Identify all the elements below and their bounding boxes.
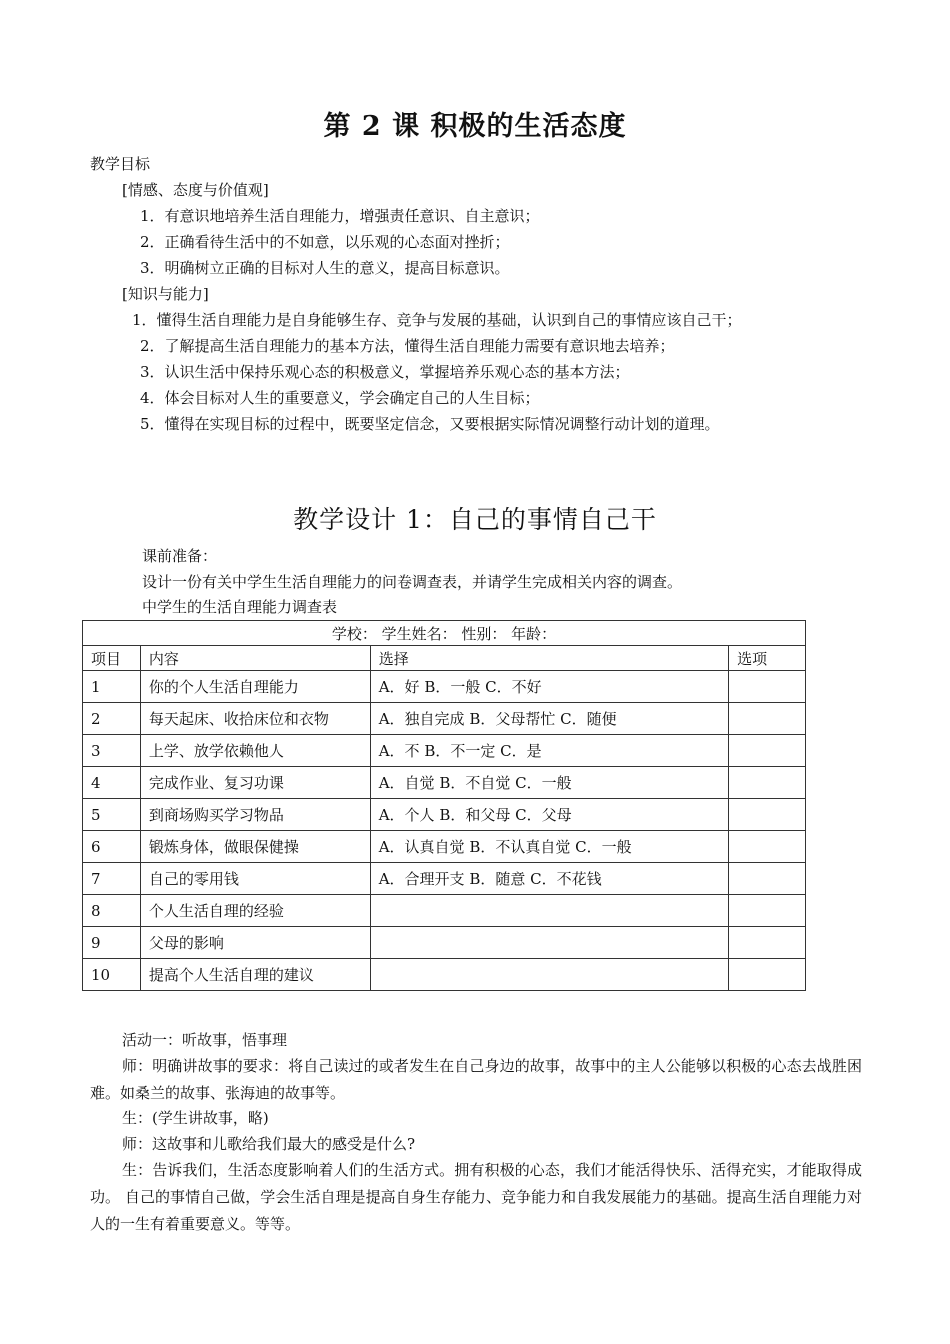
table-cell: A．自觉 B．不自觉 C．一般 bbox=[370, 767, 728, 799]
table-cell: 8 bbox=[83, 895, 141, 927]
knowledge-item: 2．了解提高生活自理能力的基本方法，懂得生活自理能力需要有意识地去培养； bbox=[140, 337, 675, 355]
survey-table bbox=[82, 620, 806, 991]
table-cell: 你的个人生活自理能力 bbox=[140, 671, 370, 703]
table-cell: 提高个人生活自理的建议 bbox=[140, 959, 370, 991]
table-cell bbox=[729, 959, 806, 991]
table-cell bbox=[729, 767, 806, 799]
emotion-heading: [情感、态度与价值观] bbox=[122, 181, 269, 199]
table-cell: A．独自完成 B．父母帮忙 C．随便 bbox=[370, 703, 728, 735]
lesson-title: 第 2 课 积极的生活态度 bbox=[323, 111, 627, 142]
table-row bbox=[83, 767, 806, 799]
header-cell: 选项 bbox=[729, 646, 806, 671]
table-cell bbox=[729, 863, 806, 895]
table-cell bbox=[370, 895, 728, 927]
table-cell: 自己的零用钱 bbox=[140, 863, 370, 895]
table-row bbox=[83, 671, 806, 703]
emotion-item: 3．明确树立正确的目标对人生的意义，提高目标意识。 bbox=[140, 259, 510, 277]
table-cell: A．合理开支 B．随意 C．不花钱 bbox=[370, 863, 728, 895]
table-cell: 上学、放学依赖他人 bbox=[140, 735, 370, 767]
table-info-cell: 学校： 学生姓名： 性别： 年龄： bbox=[83, 621, 806, 646]
table-cell: 7 bbox=[83, 863, 141, 895]
knowledge-item: 3．认识生活中保持乐观心态的积极意义，掌握培养乐观心态的基本方法； bbox=[140, 363, 630, 381]
table-cell: A．不 B．不一定 C．是 bbox=[370, 735, 728, 767]
objectives-heading: 教学目标 bbox=[90, 155, 151, 173]
prep-heading: 课前准备： bbox=[142, 547, 218, 565]
table-cell bbox=[729, 895, 806, 927]
activity-paragraph: 生：(学生讲故事，略) bbox=[122, 1109, 269, 1127]
knowledge-item: 4．体会目标对人生的重要意义，学会确定自己的人生目标； bbox=[140, 389, 540, 407]
table-header-row bbox=[83, 646, 806, 671]
table-row bbox=[83, 927, 806, 959]
table-cell bbox=[370, 959, 728, 991]
table-cell bbox=[729, 799, 806, 831]
table-cell bbox=[370, 927, 728, 959]
header-cell: 内容 bbox=[140, 646, 370, 671]
table-row bbox=[83, 959, 806, 991]
table-cell: 到商场购买学习物品 bbox=[140, 799, 370, 831]
activity-heading: 活动一：听故事，悟事理 bbox=[122, 1031, 288, 1049]
emotion-item: 1．有意识地培养生活自理能力，增强责任意识、自主意识； bbox=[140, 207, 540, 225]
table-cell: 9 bbox=[83, 927, 141, 959]
table-cell: A．个人 B．和父母 C．父母 bbox=[370, 799, 728, 831]
header-cell: 选择 bbox=[370, 646, 728, 671]
table-cell: 5 bbox=[83, 799, 141, 831]
table-row bbox=[83, 863, 806, 895]
header-cell: 项目 bbox=[83, 646, 141, 671]
table-cell bbox=[729, 703, 806, 735]
table-cell: A．好 B．一般 C．不好 bbox=[370, 671, 728, 703]
table-row bbox=[83, 799, 806, 831]
table-cell: 父母的影响 bbox=[140, 927, 370, 959]
table-cell: 个人生活自理的经验 bbox=[140, 895, 370, 927]
table-cell: 完成作业、复习功课 bbox=[140, 767, 370, 799]
table-cell: 6 bbox=[83, 831, 141, 863]
table-row bbox=[83, 895, 806, 927]
table-info-row bbox=[83, 621, 806, 646]
design-title: 教学设计 1：自己的事情自己干 bbox=[293, 505, 657, 534]
table-cell bbox=[729, 927, 806, 959]
table-cell bbox=[729, 735, 806, 767]
table-cell bbox=[729, 831, 806, 863]
activity-paragraph: 生：告诉我们，生活态度影响着人们的生活方式。拥有积极的心态，我们才能活得快乐、活得充实，才能取得成功。 自己的事情自己做，学会生活自理是提高自身生存能力、竞争能力和自我发展能力的基础。提高生活自理能力对人的一生有着重要意义。等等。 bbox=[90, 1161, 862, 1233]
table-cell: A．认真自觉 B．不认真自觉 C．一般 bbox=[370, 831, 728, 863]
prep-text: 设计一份有关中学生生活自理能力的问卷调查表，并请学生完成相关内容的调查。 bbox=[142, 573, 683, 591]
table-cell: 每天起床、收拾床位和衣物 bbox=[140, 703, 370, 735]
table-caption: 中学生的生活自理能力调查表 bbox=[142, 598, 338, 616]
knowledge-heading: [知识与能力] bbox=[122, 285, 209, 303]
knowledge-item: 5．懂得在实现目标的过程中，既要坚定信念，又要根据实际情况调整行动计划的道理。 bbox=[140, 415, 720, 433]
activity-paragraph: 师：这故事和儿歌给我们最大的感受是什么? bbox=[122, 1135, 416, 1153]
activity-paragraph: 师：明确讲故事的要求：将自己读过的或者发生在自己身边的故事，故事中的主人公能够以积极的心态去战胜困难。如桑兰的故事、张海迪的故事等。 bbox=[90, 1057, 862, 1102]
table-row bbox=[83, 831, 806, 863]
table-row bbox=[83, 703, 806, 735]
emotion-item: 2．正确看待生活中的不如意，以乐观的心态面对挫折； bbox=[140, 233, 510, 251]
table-cell: 锻炼身体，做眼保健操 bbox=[140, 831, 370, 863]
table-cell: 2 bbox=[83, 703, 141, 735]
table-cell: 3 bbox=[83, 735, 141, 767]
table-cell: 10 bbox=[83, 959, 141, 991]
table-cell: 1 bbox=[83, 671, 141, 703]
table-cell: 4 bbox=[83, 767, 141, 799]
table-cell bbox=[729, 671, 806, 703]
knowledge-item: 1．懂得生活自理能力是自身能够生存、竞争与发展的基础，认识到自己的事情应该自己干； bbox=[132, 311, 742, 329]
table-row bbox=[83, 735, 806, 767]
